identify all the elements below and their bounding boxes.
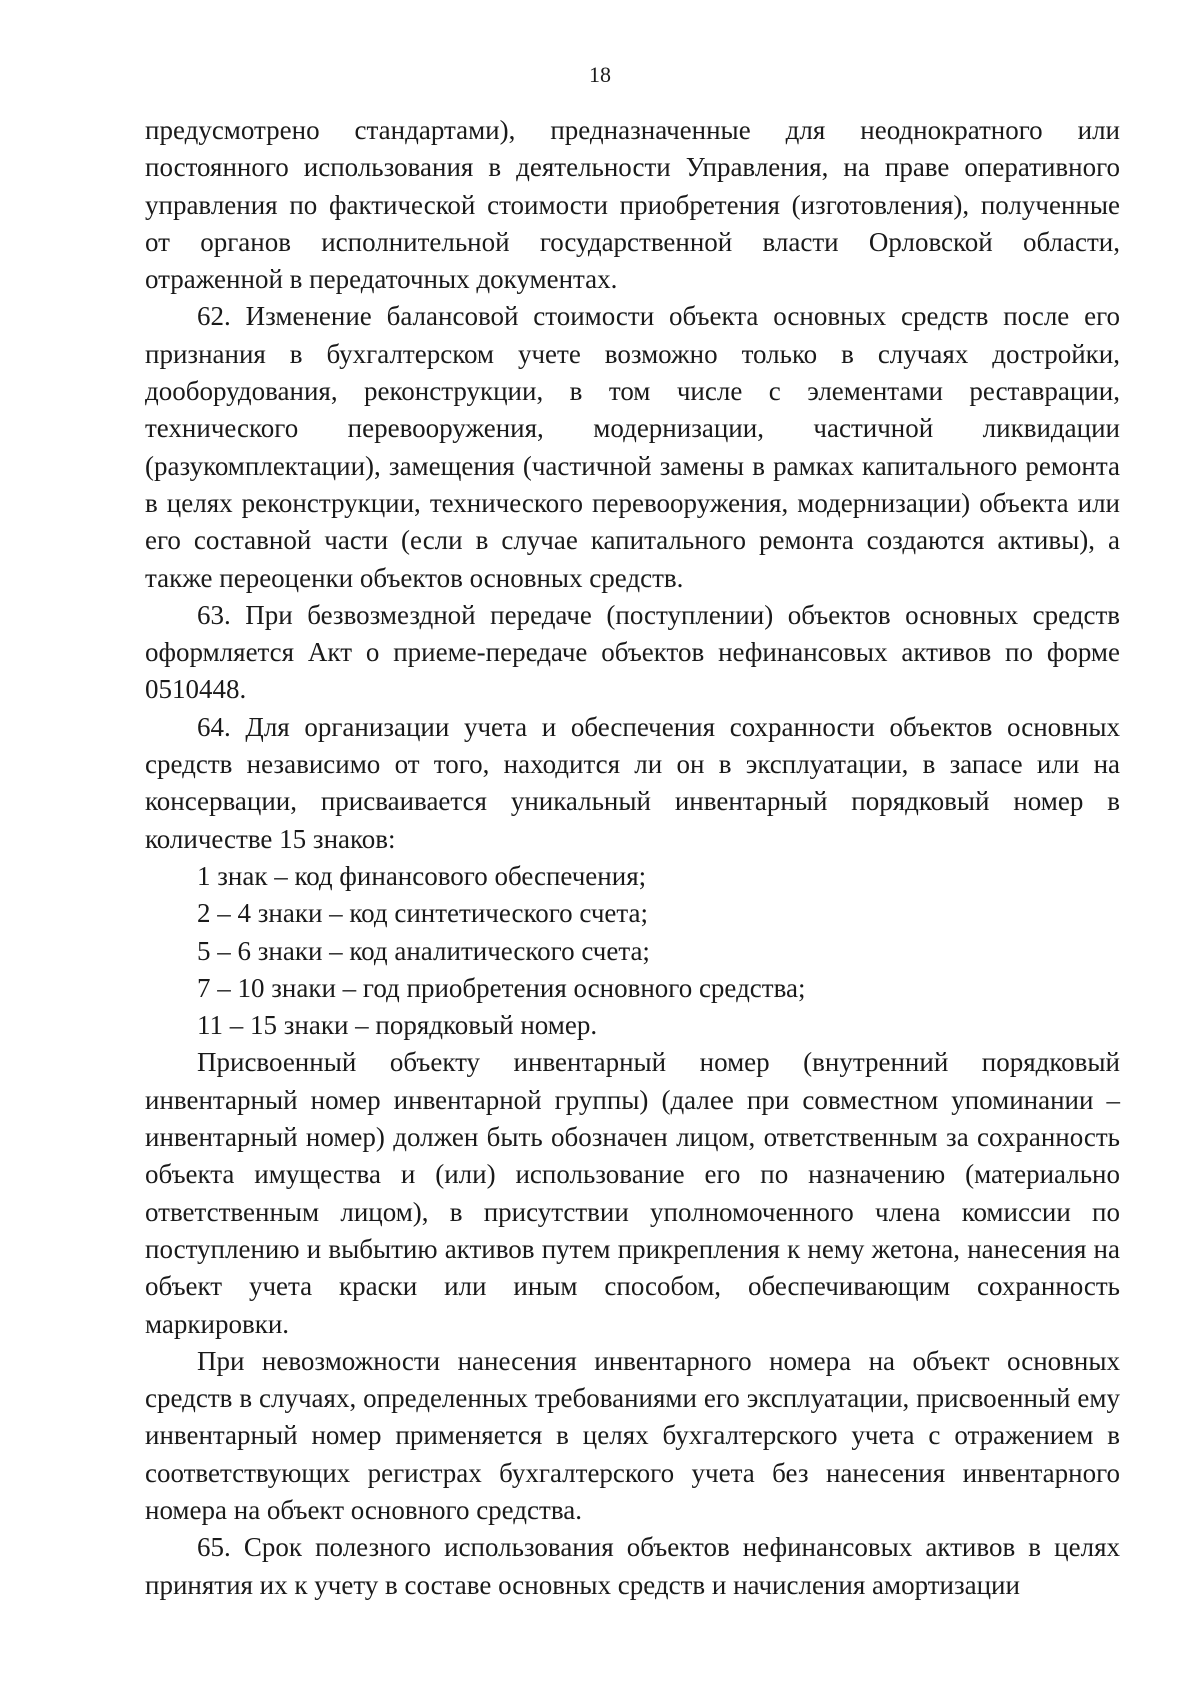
list-item: 11 – 15 знаки – порядковый номер. (197, 1010, 598, 1041)
paragraph-62: 62. Изменение балансовой стоимости объекта основных средств после его признания в бухгалтерском учете возможно только в случаях достройки, дооборудования, реконструкции, в том числе с элементами реставрации, технического перевооружения, модернизации, частичной ликвидации (разукомплектации), замещения (частичной замены в рамках капитального ремонта в целях реконструкции, технического перевооружения, модернизации) объекта или его составной части (если в случае капитального ремонта создаются активы), а также переоценки объектов основных средств. (145, 301, 1120, 593)
list-item: 7 – 10 знаки – год приобретения основного средства; (197, 972, 806, 1003)
paragraph-continuation: предусмотрено стандартами), предназначенные для неоднократного или постоянного использования в деятельности Управления, на праве оперативного управления по фактической стоимости приобретения (изготовления), полученные от органов исполнительной государственной власти Орловской области, отраженной в передаточных документах. (145, 115, 1120, 295)
list-item: 5 – 6 знаки – код аналитического счета; (197, 935, 650, 966)
paragraph-impossibility: При невозможности нанесения инвентарного номера на объект основных средств в случаях, определенных требованиями его эксплуатации, присвоенный ему инвентарный номер применяется в целях бухгалтерского учета с отражением в соответствующих регистрах бухгалтерского учета без нанесения инвентарного номера на объект основного средства. (145, 1345, 1120, 1525)
list-item: 1 знак – код финансового обеспечения; (197, 860, 647, 891)
paragraph-65: 65. Срок полезного использования объектов нефинансовых активов в целях принятия их к учету в составе основных средств и начисления амортизации (145, 1532, 1120, 1600)
list-item: 2 – 4 знаки – код синтетического счета; (197, 898, 649, 929)
document-body (145, 112, 1120, 1604)
paragraph-64: 64. Для организации учета и обеспечения сохранности объектов основных средств независимо от того, находится ли он в эксплуатации, в запасе или на консервации, присваивается уникальный инвентарный порядковый номер в количестве 15 знаков: (145, 711, 1120, 854)
paragraph-63: 63. При безвозмездной передаче (поступлении) объектов основных средств оформляется Акт о приеме-передаче объектов нефинансовых активов по форме 0510448. (145, 599, 1120, 705)
page-number: 18 (589, 62, 611, 87)
paragraph-inventory-number: Присвоенный объекту инвентарный номер (внутренний порядковый инвентарный номер инвентарной группы) (далее при совместном упоминании – инвентарный номер) должен быть обозначен лицом, ответственным за сохранность объекта имущества и (или) использование его по назначению (материально ответственным лицом), в присутствии уполномоченного члена комиссии по поступлению и выбытию активов путем прикрепления к нему жетона, нанесения на объект учета краски или иным способом, обеспечивающим сохранность маркировки. (145, 1047, 1120, 1339)
